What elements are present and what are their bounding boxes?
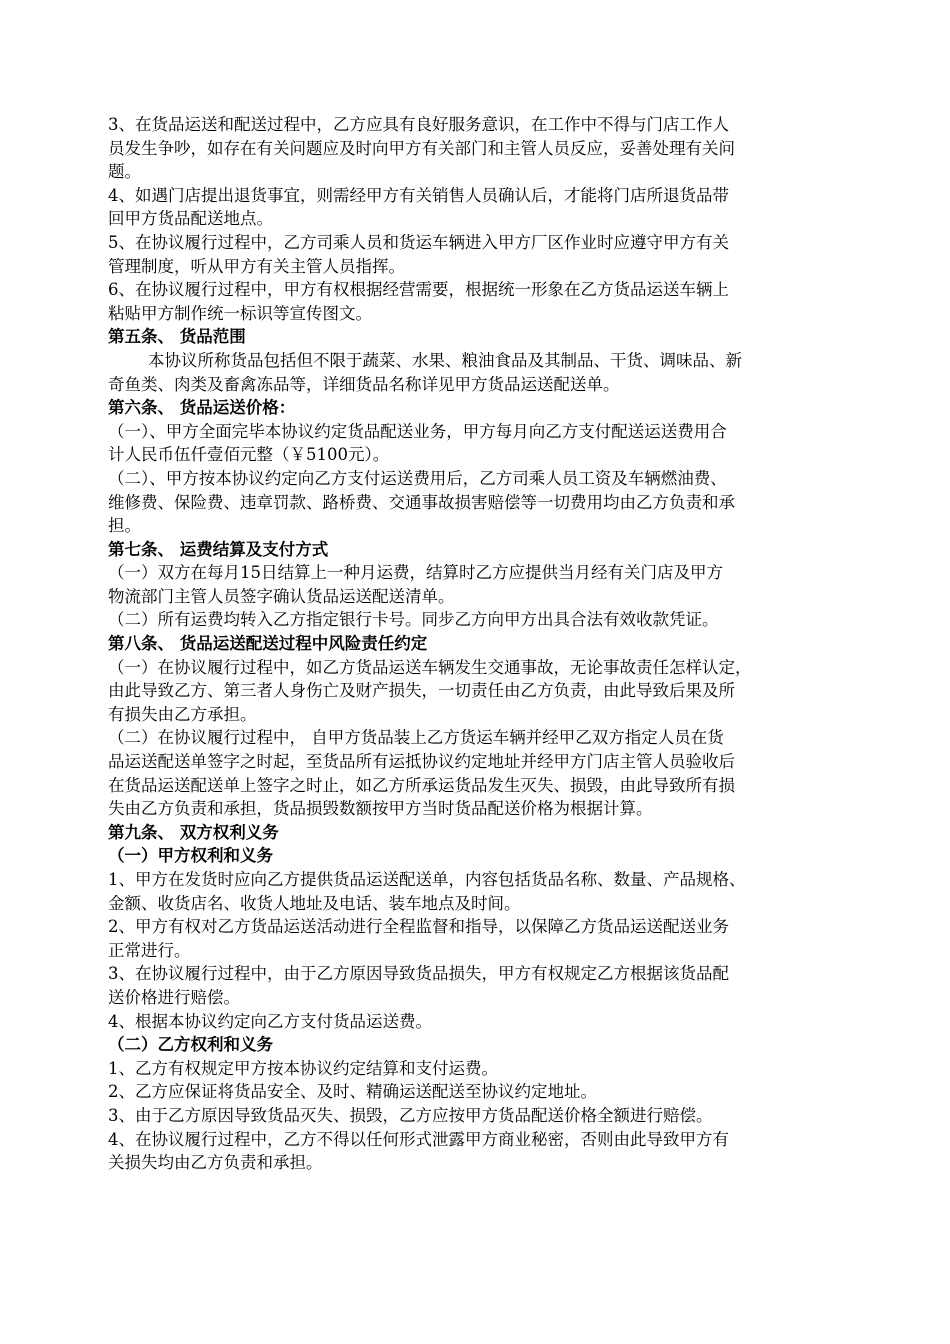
section-heading: 第五条、 货品范围 xyxy=(108,327,246,347)
text-line: 维修费、保险费、违章罚款、路桥费、交通事故损害赔偿等一切费用均由乙方负责和承 xyxy=(108,492,735,512)
text-line: 3、在协议履行过程中，由于乙方原因导致货品损失，甲方有权规定乙方根据该货品配 xyxy=(108,964,729,984)
text-line: 3、在货品运送和配送过程中，乙方应具有良好服务意识，在工作中不得与门店工作人 xyxy=(108,115,729,134)
text-line: 计人民币伍仟壹佰元整（￥5100元）。 xyxy=(108,445,390,465)
section-heading: 第八条、 货品运送配送过程中风险责任约定 xyxy=(108,634,428,654)
text-line: 由此导致乙方、第三者人身伤亡及财产损失，一切责任由乙方负责，由此导致后果及所 xyxy=(108,681,735,701)
section-heading: 第六条、 货品运送价格： xyxy=(108,398,296,418)
text-line: 回甲方货品配送地点。 xyxy=(108,209,273,229)
text-line: 正常进行。 xyxy=(108,940,191,960)
text-line: 送价格进行赔偿。 xyxy=(108,987,240,1007)
text-line: 4、如遇门店提出退货事宜，则需经甲方有关销售人员确认后，才能将门店所退货品带 xyxy=(108,185,729,205)
text-line: 金额、收货店名、收货人地址及电话、装车地点及时间。 xyxy=(108,893,521,913)
subsection-heading: （二）乙方权利和义务 xyxy=(108,1035,273,1055)
text-line: 5、在协议履行过程中，乙方司乘人员和货运车辆进入甲方厂区作业时应遵守甲方有关 xyxy=(108,232,729,252)
text-line: 品运送配送单签字之时起，至货品所有运抵协议约定地址并经甲方门店主管人员验收后 xyxy=(108,752,735,772)
text-line: 题。 xyxy=(108,162,141,182)
text-line: （一）双方在每月15日结算上一种月运费，结算时乙方应提供当月经有关门店及甲方 xyxy=(108,563,723,583)
text-line: 1、乙方有权规定甲方按本协议约定结算和支付运费。 xyxy=(108,1058,498,1078)
text-line: 3、由于乙方原因导致货品灭失、损毁，乙方应按甲方货品配送价格全额进行赔偿。 xyxy=(108,1105,713,1125)
text-line: （二）、甲方按本协议约定向乙方支付运送费用后，乙方司乘人员工资及车辆燃油费、 xyxy=(108,468,727,488)
section-heading: 第九条、 双方权利义务 xyxy=(108,822,279,842)
text-line: （二）所有运费均转入乙方指定银行卡号。同步乙方向甲方出具合法有效收款凭证。 xyxy=(108,610,719,630)
text-line: （二）在协议履行过程中， 自甲方货品装上乙方货运车辆并经甲乙双方指定人员在货 xyxy=(108,728,724,748)
text-line: 1、甲方在发货时应向乙方提供货品运送配送单，内容包括货品名称、数量、产品规格、 xyxy=(108,870,746,889)
text-line: 物流部门主管人员签字确认货品运送配送清单。 xyxy=(108,586,455,606)
text-line: 粘贴甲方制作统一标识等宣传图文。 xyxy=(108,303,372,323)
text-line: （一）、甲方全面完毕本协议约定货品配送业务，甲方每月向乙方支付配送运送费用合 xyxy=(108,421,727,441)
subsection-heading: （一）甲方权利和义务 xyxy=(108,846,273,866)
text-line: 本协议所称货品包括但不限于蔬菜、水果、粮油食品及其制品、干货、调味品、新 xyxy=(148,350,742,370)
text-line: 4、在协议履行过程中，乙方不得以任何形式泄露甲方商业秘密，否则由此导致甲方有 xyxy=(108,1129,729,1149)
text-line: 在货品运送配送单上签字之时止，如乙方所承运货品发生灭失、损毁，由此导致所有损 xyxy=(108,775,735,795)
text-line: 有损失由乙方承担。 xyxy=(108,704,257,724)
text-line: 4、根据本协议约定向乙方支付货品运送费。 xyxy=(108,1011,432,1031)
text-line: （一）在协议履行过程中，如乙方货品运送车辆发生交通事故，无论事故责任怎样认定， xyxy=(108,657,752,677)
text-line: 6、在协议履行过程中，甲方有权根据经营需要，根据统一形象在乙方货品运送车辆上 xyxy=(108,280,729,300)
text-line: 2、甲方有权对乙方货品运送活动进行全程监督和指导，以保障乙方货品运送配送业务 xyxy=(108,917,729,937)
document-page xyxy=(108,113,854,1175)
text-line: 担。 xyxy=(108,516,141,536)
text-line: 失由乙方负责和承担，货品损毁数额按甲方当时货品配送价格为根据计算。 xyxy=(108,799,653,819)
text-line: 奇鱼类、肉类及畜禽冻品等，详细货品名称详见甲方货品运送配送单。 xyxy=(108,374,620,394)
text-line: 2、乙方应保证将货品安全、及时、精确运送配送至协议约定地址。 xyxy=(108,1082,597,1102)
text-line: 员发生争吵，如存在有关问题应及时向甲方有关部门和主管人员反应，妥善处理有关问 xyxy=(108,138,735,158)
section-heading: 第七条、 运费结算及支付方式 xyxy=(108,539,329,559)
text-line: 关损失均由乙方负责和承担。 xyxy=(108,1153,323,1173)
text-line: 管理制度，听从甲方有关主管人员指挥。 xyxy=(108,256,405,276)
